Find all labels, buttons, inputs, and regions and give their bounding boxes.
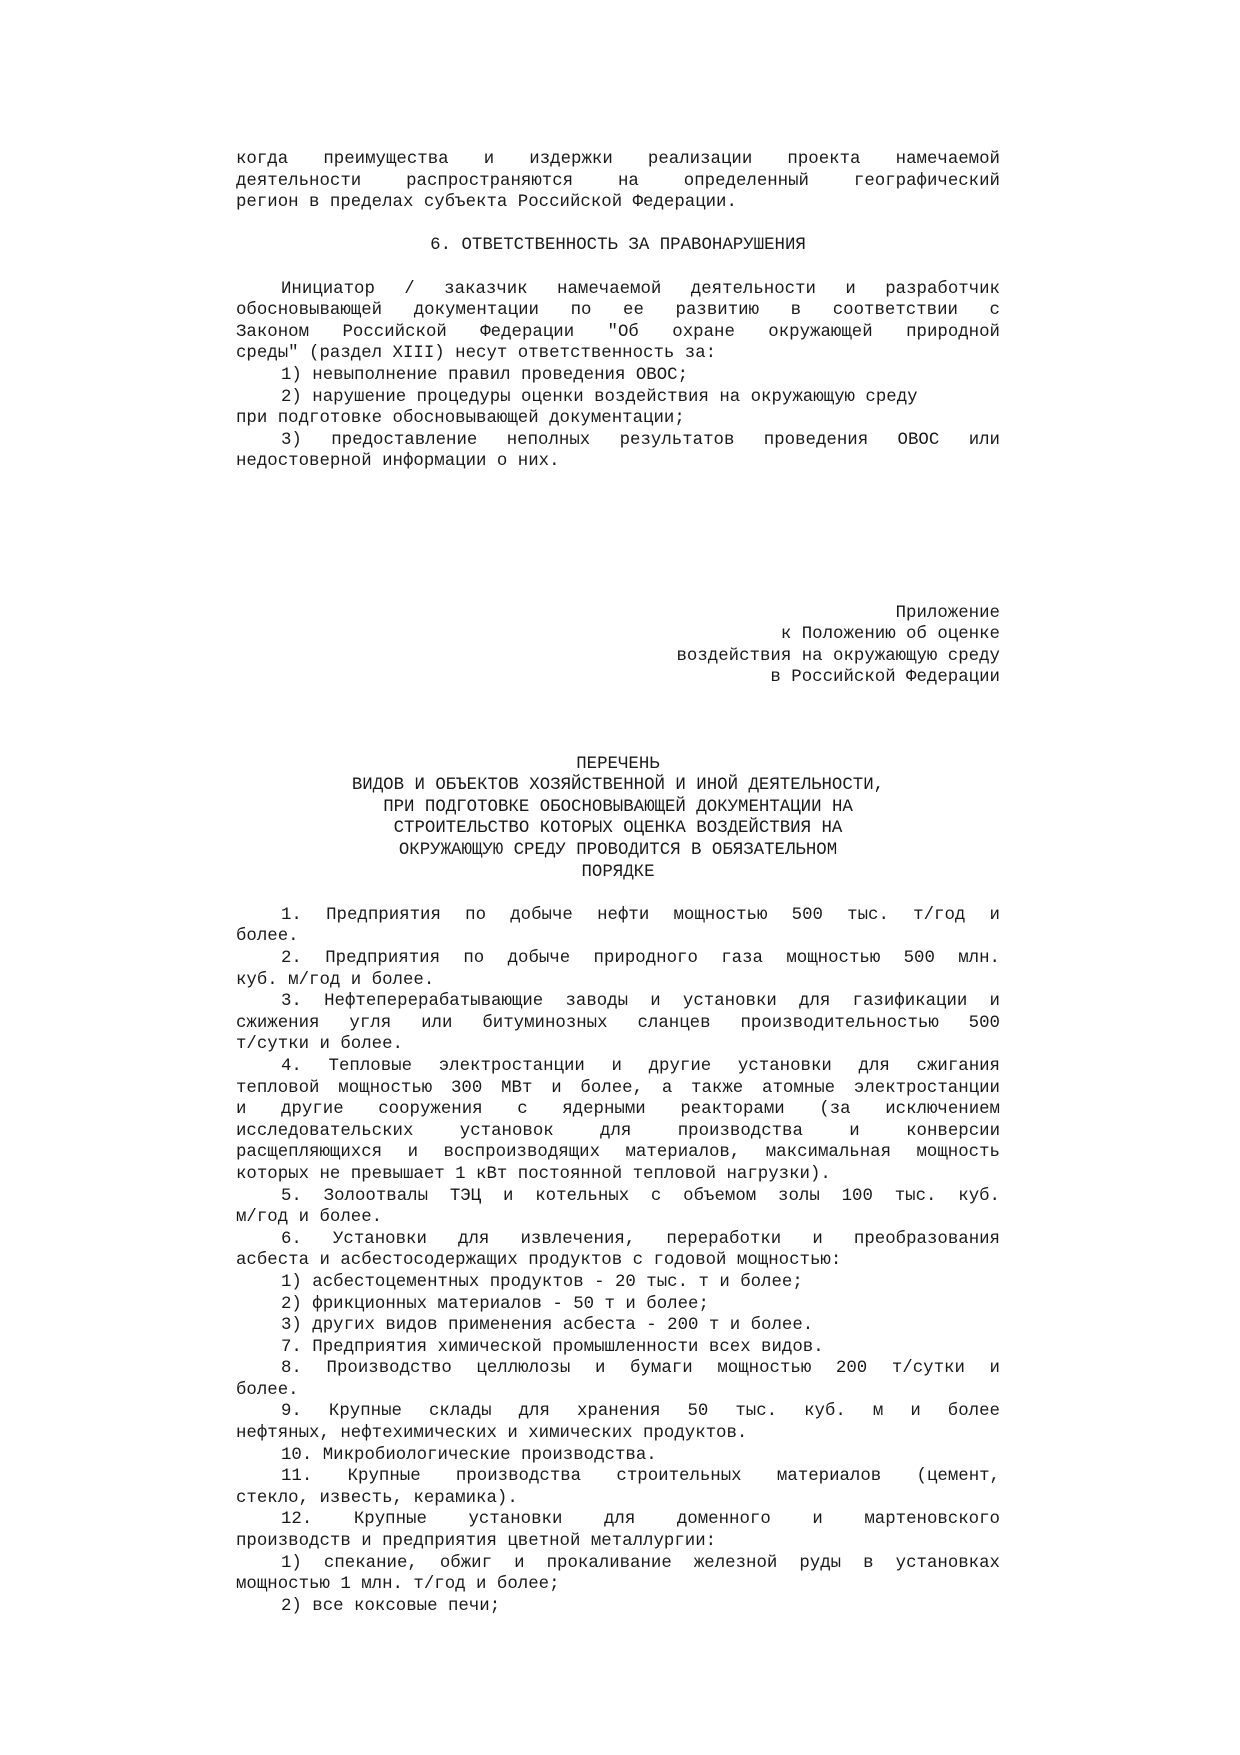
list-item: мощностью 1 млн. т/год и более; (236, 1575, 560, 1595)
list-item: 1. Предприятия по добыче нефти мощностью 500 тыс. т/год и (281, 905, 1000, 925)
list-item: м/год и более. (236, 1208, 383, 1228)
list-item: более. (236, 1380, 299, 1400)
list-item: 12. Крупные установки для доменного и мартеновского (281, 1510, 1000, 1530)
list-item: 1) асбестоцементных продуктов - 20 тыс. т и более; (281, 1272, 803, 1292)
list-item: стекло, известь, керамика). (236, 1488, 518, 1508)
list-item: 11. Крупные производства строительных материалов (цемент, (281, 1467, 1000, 1487)
appendix-line: Приложение (895, 603, 1000, 623)
list-item: куб. м/год и более. (236, 970, 435, 990)
list-item: асбеста и асбестосодержащих продуктов с годовой мощностью: (236, 1251, 842, 1271)
list-item: расщепляющихся и воспроизводящих материалов, максимальная мощность (236, 1143, 1000, 1163)
list-item: 7. Предприятия химической промышленности всех видов. (281, 1337, 824, 1357)
appendix-line: к Положению об оценке (780, 625, 1000, 645)
list-item: исследовательских установок для производства и конверсии (236, 1121, 1000, 1141)
text-line: 1) невыполнение правил проведения ОВОС; (281, 365, 689, 385)
list-title-line: СТРОИТЕЛЬСТВО КОТОРЫХ ОЦЕНКА ВОЗДЕЙСТВИЯ НА (393, 819, 843, 839)
list-item: т/сутки и более. (236, 1035, 403, 1055)
text-line: когда преимущества и издержки реализации проекта намечаемой (236, 150, 1000, 169)
list-item: более. (236, 927, 299, 947)
text-line: Инициатор / заказчик намечаемой деятельности и разработчик (281, 279, 1000, 299)
list-item: нефтяных, нефтехимических и химических продуктов. (236, 1424, 748, 1444)
appendix-header (236, 603, 1000, 689)
list-item: производств и предприятия цветной металлургии: (236, 1532, 717, 1552)
list-item: 1) спекание, обжиг и прокаливание железной руды в установках (281, 1553, 1000, 1573)
list-item: 4. Тепловые электростанции и другие установки для сжигания (281, 1056, 1000, 1076)
text-line: при подготовке обосновывающей документации; (236, 409, 685, 429)
list-item: сжижения угля или битуминозных сланцев производительностью 500 (236, 1013, 1000, 1033)
list-item: 6. Установки для извлечения, переработки и преобразования (281, 1229, 1000, 1249)
list-title-line: ОКРУЖАЮЩУЮ СРЕДУ ПРОВОДИТСЯ В ОБЯЗАТЕЛЬНОМ (398, 841, 838, 861)
list-item: 3) других видов применения асбеста - 200 т и более. (281, 1316, 814, 1336)
text-line: деятельности распространяются на определенный географический (236, 171, 1000, 191)
text-line: регион в пределах субъекта Российской Федерации. (236, 193, 737, 213)
objects-list (236, 905, 1000, 1618)
list-title-line: ПРИ ПОДГОТОВКЕ ОБОСНОВЫВАЮЩЕЙ ДОКУМЕНТАЦИИ НА (383, 797, 853, 817)
list-title-line: ВИДОВ И ОБЪЕКТОВ ХОЗЯЙСТВЕННОЙ И ИНОЙ ДЕЯТЕЛЬНОСТИ, (351, 776, 885, 796)
list-item: тепловой мощностью 300 МВт и более, а также атомные электростанции (236, 1078, 1000, 1098)
list-item: 2) все коксовые печи; (281, 1596, 501, 1616)
appendix-line: воздействия на окружающую среду (676, 646, 1000, 666)
document-page (236, 149, 1000, 1617)
list-item: 9. Крупные склады для хранения 50 тыс. куб. м и более (281, 1402, 1000, 1422)
list-title (236, 754, 1000, 884)
list-title-line: ПОРЯДКЕ (581, 862, 655, 882)
list-item: 2. Предприятия по добыче природного газа мощностью 500 млн. (281, 949, 1000, 968)
text-line: Законом Российской Федерации "Об охране окружающей природной (236, 322, 1000, 342)
text-line: среды" (раздел XIII) несут ответственность за: (236, 344, 717, 364)
list-item: 3. Нефтеперерабатывающие заводы и установки для газификации и (281, 992, 1000, 1012)
intro-paragraph (236, 149, 1000, 214)
text-line: обосновывающей документации по ее развитию в соответствии с (236, 301, 1000, 321)
section-title: 6. ОТВЕТСТВЕННОСТЬ ЗА ПРАВОНАРУШЕНИЯ (430, 236, 806, 256)
list-item: 8. Производство целлюлозы и бумаги мощностью 200 т/сутки и (281, 1359, 1000, 1379)
section-body (236, 279, 1000, 473)
appendix-line: в Российской Федерации (770, 668, 1000, 688)
list-item: и другие сооружения с ядерными реакторами (за исключением (236, 1100, 1000, 1120)
list-title-line: ПЕРЕЧЕНЬ (576, 754, 660, 774)
list-item: 2) фрикционных материалов - 50 т и более; (281, 1294, 709, 1314)
text-line: 2) нарушение процедуры оценки воздействия на окружающую среду (281, 387, 918, 407)
list-item: которых не превышает 1 кВт постоянной тепловой нагрузки). (236, 1164, 831, 1184)
list-item: 5. Золоотвалы ТЭЦ и котельных с объемом золы 100 тыс. куб. (281, 1186, 1000, 1206)
text-line: 3) предоставление неполных результатов проведения ОВОС или (281, 430, 1000, 450)
list-item: 10. Микробиологические производства. (281, 1445, 657, 1465)
text-line: недостоверной информации о них. (236, 452, 560, 472)
